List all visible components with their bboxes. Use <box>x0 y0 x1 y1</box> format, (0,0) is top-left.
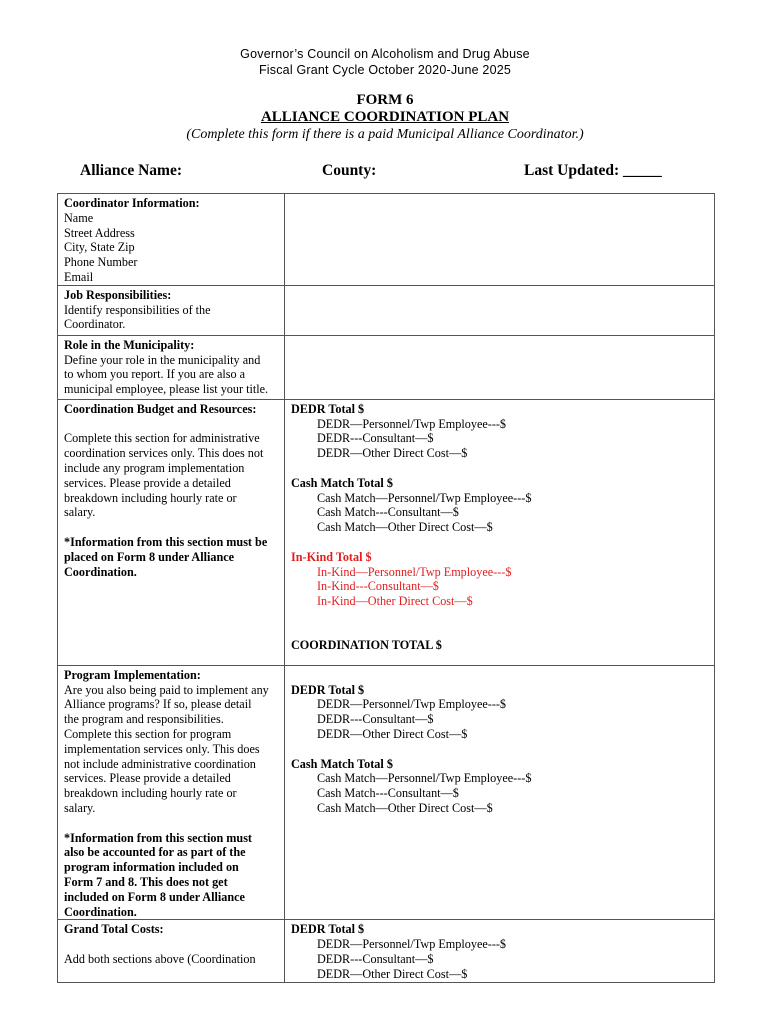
cash-match-total: Cash Match Total $ <box>291 756 393 771</box>
budget-instructions-cell <box>58 399 285 665</box>
job-response-cell[interactable] <box>285 285 715 335</box>
budget-note: placed on Form 8 under Alliance <box>64 549 235 564</box>
role-heading: Role in the Municipality: <box>64 337 195 352</box>
last-updated-label: Last Updated: _____ <box>524 162 662 179</box>
program-line: Alliance programs? If so, please detail <box>64 697 252 712</box>
budget-line: include any program implementation <box>64 460 245 475</box>
program-heading: Program Implementation: <box>64 667 201 682</box>
coordinator-line: Email <box>64 269 94 284</box>
in-kind-item: In-Kind—Personnel/Twp Employee---$ <box>317 564 512 579</box>
grand-total-line: Add both sections above (Coordination <box>64 951 256 966</box>
dedr-item: DEDR---Consultant—$ <box>317 712 434 727</box>
dedr-item: DEDR—Other Direct Cost—$ <box>317 966 468 981</box>
grand-total-row <box>58 920 715 982</box>
cash-match-item: Cash Match—Personnel/Twp Employee---$ <box>317 490 532 505</box>
role-line: Define your role in the municipality and <box>64 352 261 367</box>
program-note: included on Form 8 under Alliance <box>64 889 245 904</box>
in-kind-total: In-Kind Total $ <box>291 549 372 564</box>
form-note: (Complete this form if there is a paid Municipal Alliance Coordinator.) <box>186 127 584 142</box>
program-line: not include administrative coordination <box>64 756 256 771</box>
cash-match-item: Cash Match---Consultant—$ <box>317 505 459 520</box>
dedr-item: DEDR—Other Direct Cost—$ <box>317 726 468 741</box>
cash-match-total: Cash Match Total $ <box>291 475 393 490</box>
budget-line: salary. <box>64 505 96 520</box>
cash-match-item: Cash Match—Personnel/Twp Employee---$ <box>317 771 532 786</box>
program-note: Coordination. <box>64 904 137 919</box>
program-amounts-cell[interactable] <box>285 665 715 920</box>
budget-line: services. Please provide a detailed <box>64 475 231 490</box>
role-row <box>58 335 715 399</box>
coordinator-row <box>58 194 715 286</box>
budget-amounts-cell[interactable] <box>285 399 715 665</box>
coordinator-line: Street Address <box>64 225 135 240</box>
coordinator-line: Phone Number <box>64 255 138 270</box>
coordinator-response-cell[interactable] <box>285 194 715 286</box>
role-cell <box>58 335 285 399</box>
program-line: Are you also being paid to implement any <box>64 682 269 697</box>
job-line: Coordinator. <box>64 317 126 332</box>
program-line: services. Please provide a detailed <box>64 771 231 786</box>
program-note: Form 7 and 8. This does not get <box>64 874 228 889</box>
budget-row <box>58 399 715 665</box>
dedr-item: DEDR—Personnel/Twp Employee---$ <box>317 937 507 952</box>
coordination-plan-table <box>57 193 715 983</box>
grand-total-heading: Grand Total Costs: <box>64 922 164 937</box>
header-line-1: Governor’s Council on Alcoholism and Drug Abuse <box>240 47 530 61</box>
dedr-item: DEDR—Personnel/Twp Employee---$ <box>317 697 507 712</box>
cash-match-item: Cash Match—Other Direct Cost—$ <box>317 520 493 535</box>
program-line: salary. <box>64 800 96 815</box>
program-instructions-cell <box>58 665 285 920</box>
program-line: the program and responsibilities. <box>64 712 224 727</box>
dedr-total: DEDR Total $ <box>291 682 365 697</box>
dedr-item: DEDR---Consultant—$ <box>317 951 434 966</box>
budget-line: coordination services only. This does not <box>64 446 264 461</box>
program-implementation-row <box>58 665 715 920</box>
grand-total-amounts-cell[interactable] <box>285 920 715 982</box>
role-line: to whom you report. If you are also a <box>64 367 246 382</box>
cash-match-item: Cash Match---Consultant—$ <box>317 786 459 801</box>
job-line: Identify responsibilities of the <box>64 302 211 317</box>
coordinator-line: City, State Zip <box>64 240 135 255</box>
dedr-item: DEDR—Personnel/Twp Employee---$ <box>317 416 507 431</box>
form-title <box>0 92 770 126</box>
role-response-cell[interactable] <box>285 335 715 399</box>
header-line-2: Fiscal Grant Cycle October 2020-June 2025 <box>258 63 512 77</box>
dedr-total: DEDR Total $ <box>291 401 365 416</box>
in-kind-item: In-Kind—Other Direct Cost—$ <box>317 594 473 609</box>
program-note: *Information from this section must <box>64 830 252 845</box>
grand-total-instructions-cell <box>58 920 285 982</box>
job-responsibilities-row <box>58 285 715 335</box>
county-label: County: <box>322 162 377 179</box>
job-heading: Job Responsibilities: <box>64 287 172 302</box>
program-line: breakdown including hourly rate or <box>64 786 237 801</box>
role-line: municipal employee, please list your title. <box>64 382 269 397</box>
program-line: implementation services only. This does <box>64 741 260 756</box>
in-kind-item: In-Kind---Consultant—$ <box>317 579 439 594</box>
dedr-item: DEDR---Consultant—$ <box>317 431 434 446</box>
coordination-total: COORDINATION TOTAL $ <box>291 637 442 652</box>
budget-line: breakdown including hourly rate or <box>64 490 237 505</box>
form-subtitle: ALLIANCE COORDINATION PLAN <box>260 109 510 125</box>
form-number: FORM 6 <box>356 92 414 108</box>
job-responsibilities-cell <box>58 285 285 335</box>
coordinator-line: Name <box>64 210 94 225</box>
document-header <box>0 46 770 78</box>
dedr-total: DEDR Total $ <box>291 922 365 937</box>
coordinator-heading: Coordinator Information: <box>64 196 200 210</box>
coordinator-info-cell <box>58 194 285 286</box>
budget-note: Coordination. <box>64 564 137 579</box>
program-line: Complete this section for program <box>64 726 232 741</box>
cash-match-item: Cash Match—Other Direct Cost—$ <box>317 800 493 815</box>
alliance-name-label: Alliance Name: <box>80 162 183 179</box>
budget-line: Complete this section for administrative <box>64 431 260 446</box>
dedr-item: DEDR—Other Direct Cost—$ <box>317 446 468 461</box>
budget-heading: Coordination Budget and Resources: <box>64 401 257 416</box>
program-note: program information included on <box>64 860 239 875</box>
program-note: also be accounted for as part of the <box>64 845 246 860</box>
budget-note: *Information from this section must be <box>64 534 268 549</box>
